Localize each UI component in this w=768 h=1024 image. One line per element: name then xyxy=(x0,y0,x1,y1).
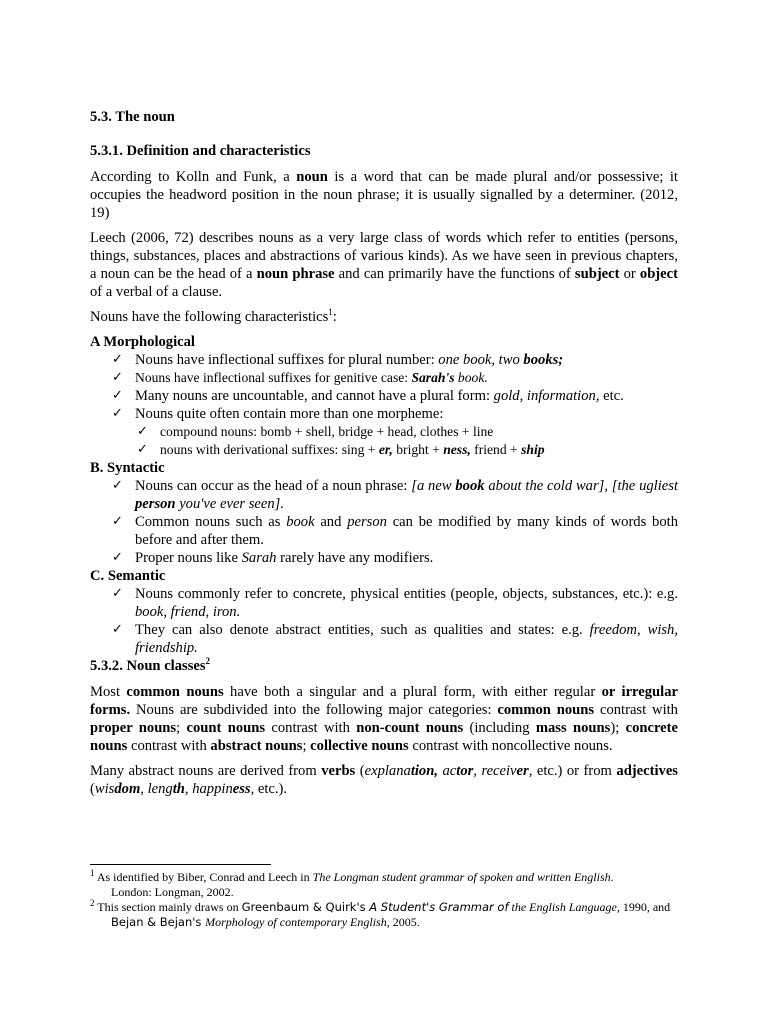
suffix: dom xyxy=(114,781,141,797)
text: etc. xyxy=(599,388,624,404)
text: ); xyxy=(610,720,626,736)
text: London: Longman, 2002. xyxy=(111,885,234,899)
text: Many abstract nouns are derived from xyxy=(90,763,322,779)
example: ac xyxy=(437,763,457,779)
paragraph-kolln-funk xyxy=(90,168,678,222)
example: about the cold war], [the ugliest xyxy=(484,478,678,494)
example: happin xyxy=(192,781,233,797)
term-noun-phrase: noun phrase xyxy=(256,266,335,282)
text: (including xyxy=(463,720,536,736)
subheading-morphological: A Morphological xyxy=(90,334,195,350)
text: ( xyxy=(90,781,95,797)
term: mass nouns xyxy=(535,720,611,736)
footnote-1 xyxy=(90,870,678,900)
footnote-divider xyxy=(90,864,271,865)
text: ( xyxy=(355,763,365,779)
text: : xyxy=(332,309,337,325)
text: ; xyxy=(176,720,187,736)
text: , xyxy=(140,781,148,797)
paragraph-characteristics-intro xyxy=(90,308,678,326)
text: Nouns quite often contain more than one morpheme: xyxy=(135,406,444,422)
author: Bejan & Bejan's xyxy=(111,915,206,929)
term: non-count nouns xyxy=(356,720,464,736)
list-item xyxy=(90,441,678,459)
list-item xyxy=(90,423,678,441)
list-item xyxy=(90,585,678,621)
semantic-list xyxy=(90,585,678,657)
example: leng xyxy=(147,781,173,797)
text: is a word that can be made plural and/or possessive; it occupies the headword position in the noun phrase; it is usually signalled by a determiner. (2012, 19) xyxy=(90,169,678,221)
example: wis xyxy=(94,781,115,797)
suffix: tion, xyxy=(410,763,438,779)
heading-text: 5.3.2. Noun classes xyxy=(90,658,206,674)
text: Nouns have the following characteristics xyxy=(90,309,329,325)
suffix: ship xyxy=(521,442,545,457)
text: Nouns commonly refer to concrete, physical entities (people, objects, substances, etc.): e.g. xyxy=(135,586,678,602)
text: According to Kolln and Funk, a xyxy=(90,169,297,185)
document-page xyxy=(90,108,678,798)
text: , 2005. xyxy=(386,915,420,929)
footnote-number: 1 xyxy=(90,868,95,878)
text: contrast with xyxy=(265,720,357,736)
term: concrete nouns xyxy=(90,720,678,754)
list-item xyxy=(90,549,678,567)
text: bright + xyxy=(392,442,444,457)
example: [a new xyxy=(411,478,456,494)
example: book xyxy=(455,478,485,494)
footnote-2 xyxy=(90,900,678,930)
text: , xyxy=(473,763,482,779)
text: Leech (2006, 72) describes nouns as a very large class of words which refer to entities (persons, things, substances, places and abstractions of various kinds). As we have seen in previous chapters, a noun can be the head of a xyxy=(90,230,678,282)
section-heading-5-3-1: 5.3.1. Definition and characteristics xyxy=(90,143,311,159)
text: contrast with xyxy=(594,702,678,718)
suffix: ess xyxy=(232,781,251,797)
list-item xyxy=(90,369,678,387)
footnote-number: 2 xyxy=(90,898,95,908)
example: Sarah's xyxy=(411,370,455,385)
text: Many nouns are uncountable, and cannot have a plural form: xyxy=(135,388,494,404)
example: receiv xyxy=(481,763,517,779)
text: contrast with noncollective nouns. xyxy=(408,738,613,754)
text: Nouns can occur as the head of a noun phrase: xyxy=(135,478,412,494)
paragraph-derived-nouns xyxy=(90,762,678,798)
list-item xyxy=(90,621,678,657)
author: Greenbaum & Quirk's xyxy=(241,900,370,914)
text: This section mainly draws on xyxy=(94,900,242,914)
text: contrast with xyxy=(127,738,211,754)
example: person xyxy=(135,496,176,512)
footnote-continuation xyxy=(90,915,678,930)
suffix: ness, xyxy=(443,442,471,457)
list-item xyxy=(90,477,678,513)
example: person xyxy=(347,514,387,530)
example: books; xyxy=(523,352,564,368)
text: Common nouns such as xyxy=(135,514,287,530)
footnote-ref-1: 1 xyxy=(328,307,333,318)
text: rarely have any modifiers. xyxy=(276,550,434,566)
citation-title: Morphology of contemporary English xyxy=(205,915,387,929)
example: Sarah xyxy=(241,550,277,566)
text: Nouns have inflectional suffixes for genitive case: xyxy=(135,370,412,385)
text: Nouns are subdivided into the following major categories: xyxy=(130,702,498,718)
text: Most xyxy=(90,684,127,700)
example: book. xyxy=(454,370,488,385)
text: , etc.) or from xyxy=(528,763,617,779)
text: can be modified by many kinds of words both before and after them. xyxy=(135,514,678,548)
paragraph-leech xyxy=(90,229,678,301)
example: book xyxy=(286,514,315,530)
example: gold, information, xyxy=(493,388,600,404)
morpheme-sublist xyxy=(90,423,678,459)
list-item xyxy=(90,513,678,549)
example: one book, two xyxy=(438,352,524,368)
suffix: th xyxy=(172,781,185,797)
text: and can primarily have the functions of xyxy=(334,266,575,282)
text: have both a singular and a plural form, with either regular xyxy=(223,684,602,700)
example: book, friend, iron. xyxy=(135,604,241,620)
example: explana xyxy=(364,763,411,779)
term-object: object xyxy=(639,266,678,282)
text: nouns with derivational suffixes: sing + xyxy=(160,442,379,457)
suffix: tor xyxy=(456,763,474,779)
text: , etc.). xyxy=(250,781,288,797)
text: friend + xyxy=(470,442,522,457)
suffix: er xyxy=(516,763,529,779)
text: ; xyxy=(302,738,311,754)
citation-title: A Student's Grammar of xyxy=(369,900,509,914)
citation-title: the English Language, xyxy=(508,900,620,914)
text: Nouns have inflectional suffixes for plural number: xyxy=(135,352,439,368)
term: adjectives xyxy=(616,763,678,779)
term: count nouns xyxy=(186,720,266,736)
section-heading-5-3-2 xyxy=(90,657,678,675)
list-item xyxy=(90,387,678,405)
list-item xyxy=(90,351,678,369)
text: Proper nouns like xyxy=(135,550,242,566)
text: They can also denote abstract entities, such as qualities and states: e.g. xyxy=(135,622,590,638)
term: collective nouns xyxy=(310,738,409,754)
term: common nouns xyxy=(497,702,595,718)
example: you've ever seen]. xyxy=(175,496,285,512)
paragraph-noun-classes xyxy=(90,683,678,755)
list-item xyxy=(90,405,678,423)
example: freedom, wish, friendship. xyxy=(135,622,679,656)
term: proper nouns xyxy=(90,720,177,736)
term: or irregular forms. xyxy=(90,684,678,718)
morphological-list xyxy=(90,351,678,423)
term: verbs xyxy=(321,763,356,779)
text: As identified by Biber, Conrad and Leech in xyxy=(94,870,313,884)
term-noun: noun xyxy=(296,169,328,185)
suffix: er, xyxy=(378,442,393,457)
term-subject: subject xyxy=(574,266,620,282)
text: of a verbal of a clause. xyxy=(90,284,223,300)
citation-title: The Longman student grammar of spoken and written English xyxy=(312,870,611,884)
footnote-ref-2: 2 xyxy=(205,656,211,667)
section-heading-5-3: 5.3. The noun xyxy=(90,109,175,125)
text: or xyxy=(619,266,640,282)
text: compound nouns: bomb + shell, bridge + head, clothes + line xyxy=(160,424,494,439)
subheading-syntactic: B. Syntactic xyxy=(90,460,165,476)
text: , xyxy=(184,781,193,797)
text: 1990, and xyxy=(619,900,671,914)
term: abstract nouns xyxy=(210,738,303,754)
subheading-semantic: C. Semantic xyxy=(90,568,166,584)
text: . xyxy=(610,870,614,884)
syntactic-list xyxy=(90,477,678,567)
footnotes xyxy=(90,870,678,930)
term: common nouns xyxy=(126,684,224,700)
text: and xyxy=(314,514,348,530)
